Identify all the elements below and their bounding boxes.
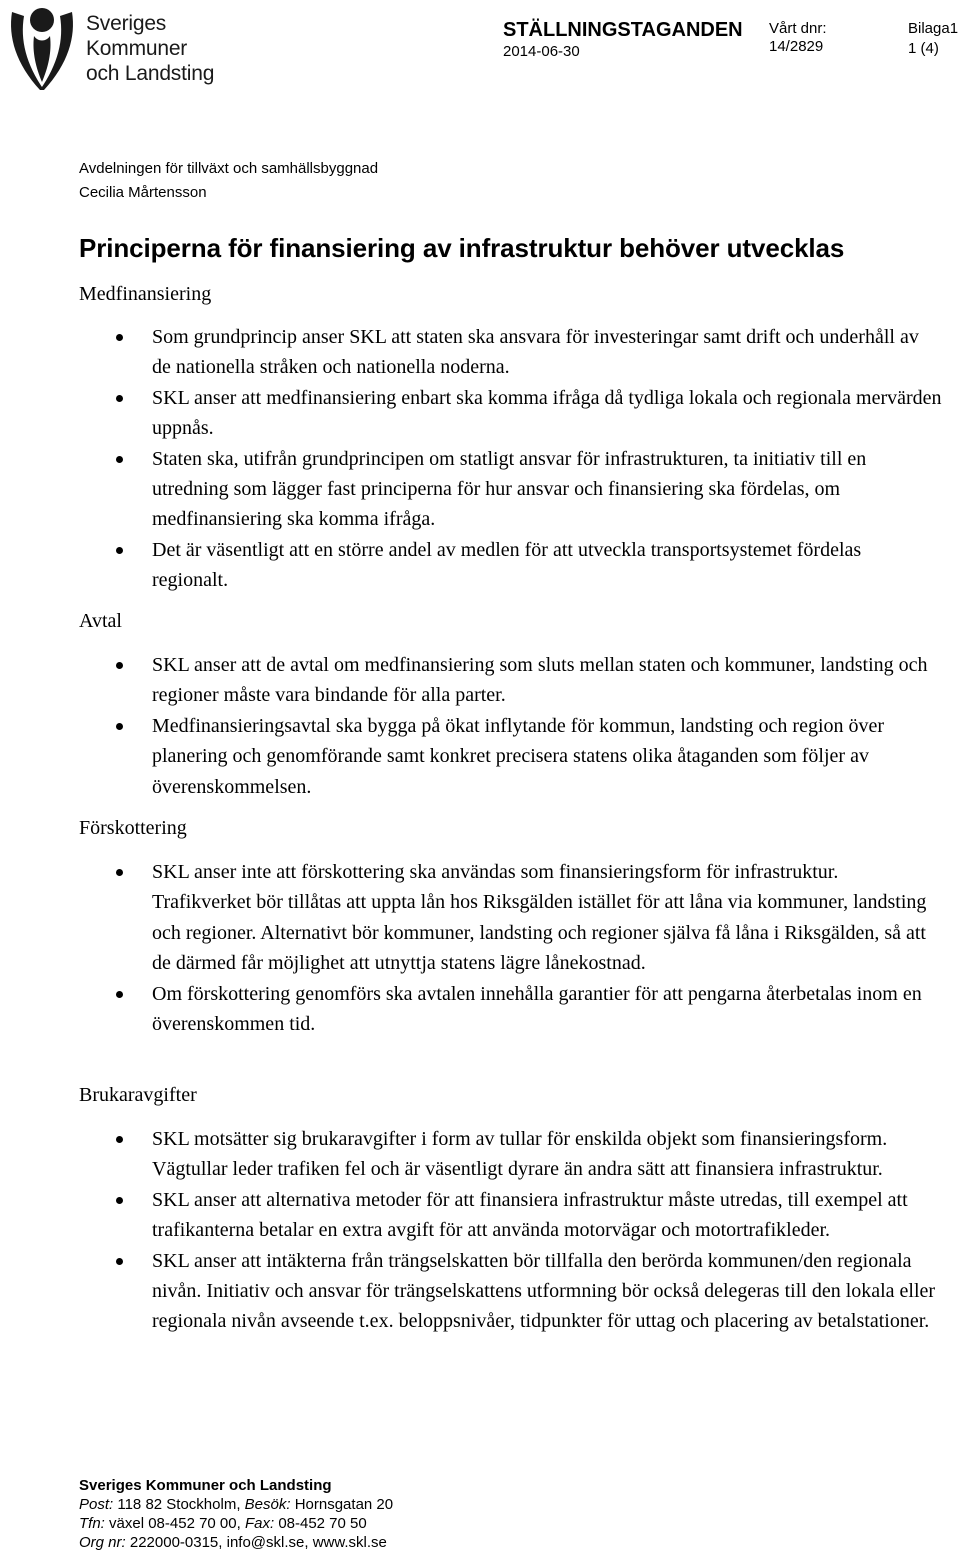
list-item <box>0 857 942 979</box>
section-heading-brukaravgifter: Brukaravgifter <box>79 1084 197 1106</box>
footer-visit-label: Besök: <box>244 1496 291 1513</box>
footer-orgnr <box>79 1533 393 1552</box>
footer-phone-value: växel 08-452 70 00, <box>109 1515 241 1532</box>
list-item <box>0 444 942 535</box>
list-item-text: Som grundprincip anser SKL att staten ska ansvara för investeringar samt drift och underhåll av de nationella stråken och nationella noderna. <box>152 326 919 379</box>
footer-post-value: 118 82 Stockholm, <box>117 1496 241 1513</box>
bullet-icon <box>116 869 123 876</box>
department: Avdelningen för tillväxt och samhällsbyggnad <box>79 160 379 177</box>
bullet-icon <box>116 662 123 669</box>
list-item <box>0 650 942 711</box>
list-item-text: SKL anser inte att förskottering ska användas som finansieringsform för infrastruktur. Trafikverket bör tillåtas att uppta lån hos Riksgälden istället för att låna via kommuner, landsting och regioner. Alternativt bör kommuner, landsting och regioner själva få låna i Riksgälden, så att de därmed får möjlighet att utnyttja statens lägre lånekostnad. <box>152 861 927 975</box>
footer-phone <box>79 1514 393 1533</box>
footer-address <box>79 1495 393 1514</box>
bullet-list-brukaravgifter <box>0 1124 960 1337</box>
bullet-icon <box>116 395 123 402</box>
logo-line-2: Kommuner <box>86 37 188 60</box>
section-heading-medfinansiering: Medfinansiering <box>79 283 212 305</box>
reference-label: Vårt dnr: <box>769 20 827 37</box>
page-number: 1 (4) <box>908 40 939 57</box>
footer-phone-label: Tfn: <box>79 1515 105 1532</box>
bullet-icon <box>116 1258 123 1265</box>
appendix-label: Bilaga1 <box>908 20 959 37</box>
bullet-icon <box>116 547 123 554</box>
skl-logo <box>6 2 226 94</box>
list-item <box>0 1185 942 1246</box>
bullet-list-avtal <box>0 650 960 802</box>
list-item <box>0 711 942 802</box>
list-item <box>0 1124 942 1185</box>
footer <box>79 1476 393 1552</box>
skl-logo-wordmark <box>86 11 214 86</box>
document-type: STÄLLNINGSTAGANDEN <box>503 19 743 41</box>
author: Cecilia Mårtensson <box>79 184 207 201</box>
list-item-text: Det är väsentligt att en större andel av medlen för att utveckla transportsystemet fördelas regionalt. <box>152 538 862 592</box>
footer-orgnr-value: 222000-0315, info@skl.se, www.skl.se <box>129 1534 387 1551</box>
logo-line-1: Sveriges <box>86 12 167 35</box>
list-item-text: Medfinansieringsavtal ska bygga på ökat inflytande för kommun, landsting och region över planering och genomförande samt konkret precisera statens olika åtaganden som följer av överenskommelsen. <box>152 714 885 798</box>
list-item-text: SKL anser att de avtal om medfinansiering som sluts mellan staten och kommuner, landsting och regioner måste vara bindande för alla parter. <box>152 654 928 707</box>
list-item-text: SKL motsätter sig brukaravgifter i form av tullar för enskilda objekt som finansieringsform. Vägtullar leder trafiken fel och är väsentligt dyrare än andra sätt att finansiera infrastruktur. <box>152 1128 888 1181</box>
section-heading-forskottering: Förskottering <box>79 817 187 839</box>
list-item-text: SKL anser att alternativa metoder för att finansiera infrastruktur måste utredas, till exempel att trafikanterna betalar en extra avgift för att använda motorvägar och motortrafikleder. <box>152 1188 908 1242</box>
list-item-text: SKL anser att medfinansiering enbart ska komma ifråga då tydliga lokala och regionala mervärden uppnås. <box>152 386 942 440</box>
bullet-icon <box>116 723 123 730</box>
section-heading-avtal: Avtal <box>79 610 122 632</box>
bullet-icon <box>116 991 123 998</box>
document-date: 2014-06-30 <box>503 43 580 60</box>
list-item-text: Om förskottering genomförs ska avtalen innehålla garantier för att pengarna återbetalas inom en överenskommen tid. <box>152 982 922 1036</box>
bullet-icon <box>116 1197 123 1204</box>
page-title: Principerna för finansiering av infrastruktur behöver utvecklas <box>79 233 845 263</box>
list-item <box>0 535 942 596</box>
footer-post-label: Post: <box>79 1496 114 1513</box>
bullet-list-forskottering <box>0 857 960 1039</box>
footer-orgnr-label: Org nr: <box>79 1534 126 1551</box>
logo-line-3: och Landsting <box>86 62 215 85</box>
footer-org: Sveriges Kommuner och Landsting <box>79 1477 332 1494</box>
list-item <box>0 322 942 383</box>
list-item <box>0 1246 942 1337</box>
list-item-text: SKL anser att intäkterna från trängselskatten bör tillfalla den berörda kommunen/den regionala nivån. Initiativ och ansvar för trängselskattens utformning bör också delegeras till den lokala eller regionala nivån avseende t.ex. beloppsnivåer, tidpunkter för uttag och placering av betalstationer. <box>152 1249 936 1333</box>
list-item <box>0 979 942 1040</box>
skl-logo-icon <box>6 2 78 94</box>
list-item-text: Staten ska, utifrån grundprincipen om statligt ansvar för infrastrukturen, ta initiativ till en utredning som lägger fast principerna för hur ansvar och finansiering ska fördelas, om medfinansiering ska komma ifråga. <box>152 447 867 531</box>
reference-number: 14/2829 <box>769 38 824 55</box>
list-item <box>0 383 942 444</box>
bullet-icon <box>116 334 123 341</box>
bullet-icon <box>116 456 123 463</box>
bullet-icon <box>116 1136 123 1143</box>
bullet-list-medfinansiering <box>0 322 960 596</box>
footer-fax-value: 08-452 70 50 <box>278 1515 367 1532</box>
footer-fax-label: Fax: <box>244 1515 275 1532</box>
footer-visit-value: Hornsgatan 20 <box>294 1496 394 1513</box>
